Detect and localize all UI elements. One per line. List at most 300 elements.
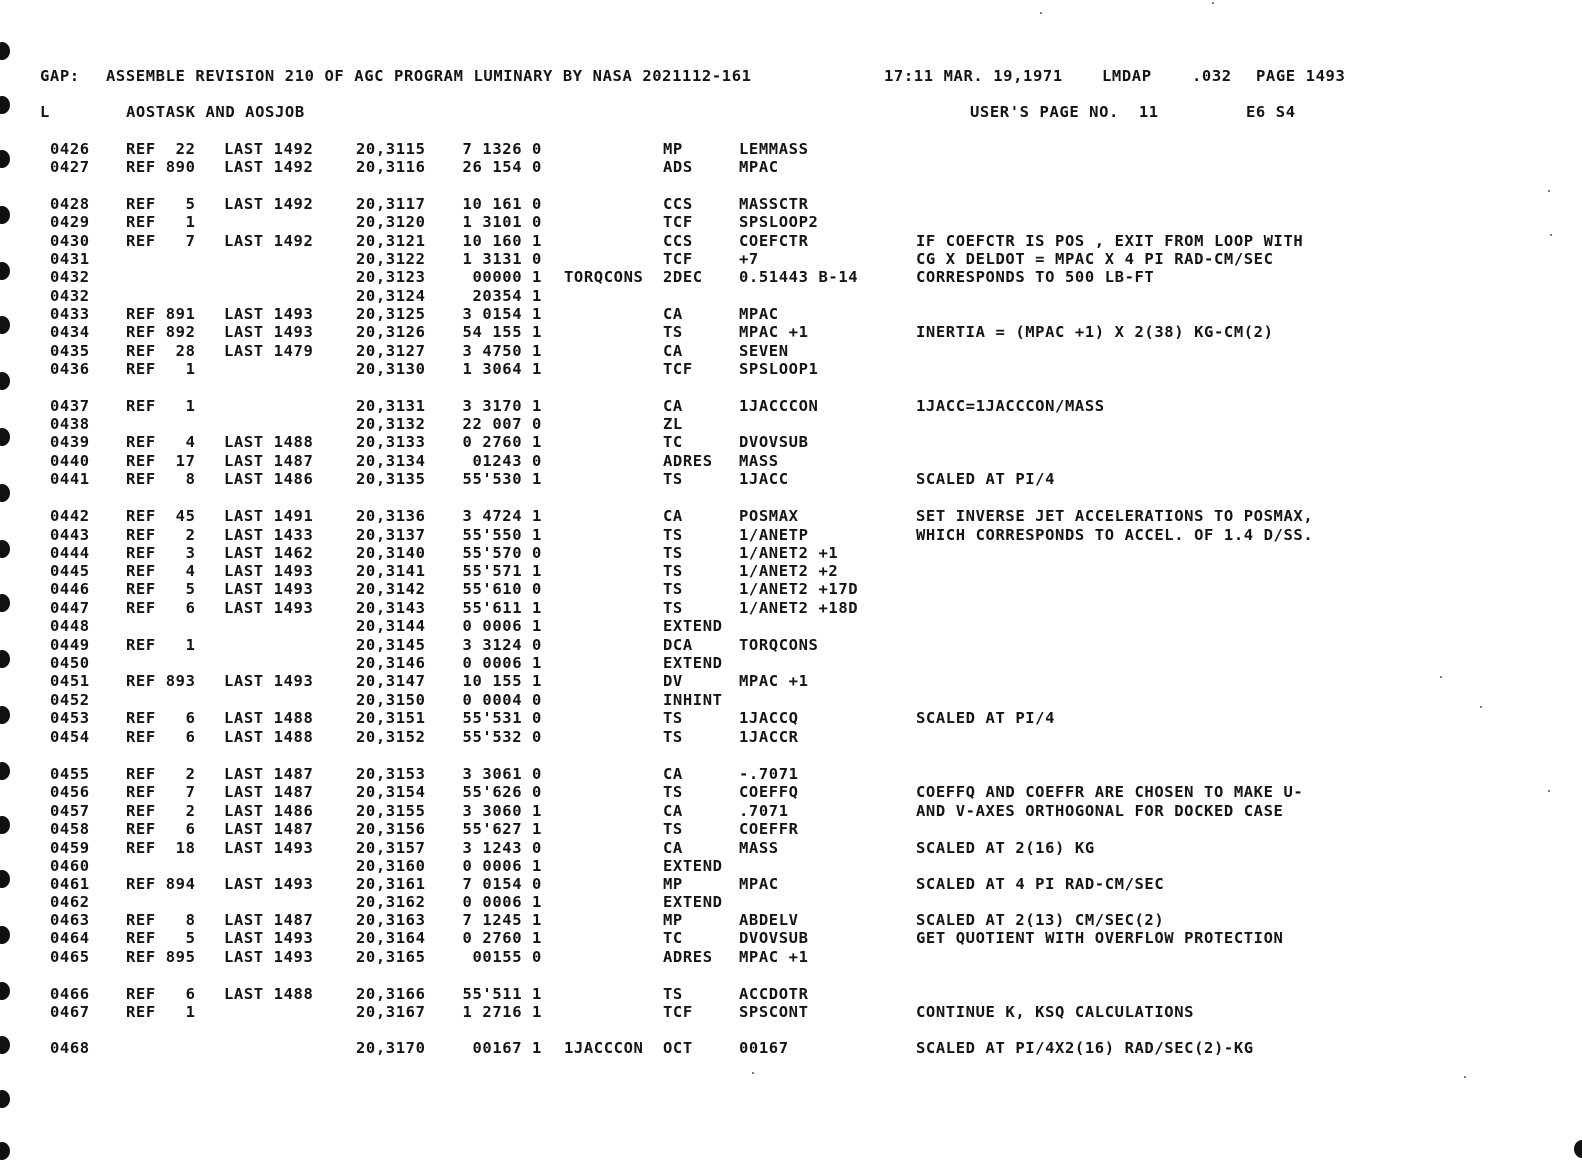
operand: ACCDOTR — [739, 985, 809, 1003]
octal-word: 7 1326 0 — [462, 140, 542, 158]
operand: MPAC +1 — [739, 672, 809, 690]
operand: MPAC — [739, 158, 779, 176]
opcode: EXTEND — [663, 893, 723, 911]
line-number: 0432 — [50, 268, 90, 286]
listing-row — [0, 636, 1582, 654]
last-page: LAST 1492 — [224, 232, 314, 250]
address: 20,3116 — [356, 158, 426, 176]
listing-row — [0, 948, 1582, 966]
user-page-number: USER'S PAGE NO. 11 — [970, 103, 1159, 121]
octal-word: 0 0006 1 — [462, 893, 542, 911]
line-number: 0429 — [50, 213, 90, 231]
octal-word: 7 1245 1 — [462, 911, 542, 929]
listing-row — [0, 985, 1582, 1003]
octal-word: 55'610 0 — [462, 580, 542, 598]
address: 20,3115 — [356, 140, 426, 158]
address: 20,3157 — [356, 839, 426, 857]
ref-count: REF 7 — [126, 232, 196, 250]
opcode: CA — [663, 507, 683, 525]
last-page: LAST 1493 — [224, 929, 314, 947]
page-number: PAGE 1493 — [1256, 67, 1346, 85]
line-number: 0438 — [50, 415, 90, 433]
opcode: EXTEND — [663, 857, 723, 875]
listing-row — [0, 268, 1582, 286]
octal-word: 0 2760 1 — [462, 929, 542, 947]
octal-word: 55'611 1 — [462, 599, 542, 617]
listing-row — [0, 617, 1582, 635]
section-code: E6 S4 — [1246, 103, 1296, 121]
operand: TORQCONS — [739, 636, 819, 654]
line-number: 0440 — [50, 452, 90, 470]
line-number: 0457 — [50, 802, 90, 820]
octal-word: 00167 1 — [472, 1039, 542, 1057]
octal-word: 01243 0 — [472, 452, 542, 470]
ref-count: REF 1 — [126, 397, 196, 415]
octal-word: 0 0004 0 — [462, 691, 542, 709]
listing-row — [0, 911, 1582, 929]
ref-count: REF 45 — [126, 507, 196, 525]
ref-count: REF 5 — [126, 929, 196, 947]
comment: SCALED AT 4 PI RAD-CM/SEC — [916, 875, 1165, 893]
comment: SCALED AT 2(13) CM/SEC(2) — [916, 911, 1165, 929]
opcode: TS — [663, 580, 683, 598]
listing-row — [0, 580, 1582, 598]
opcode: TCF — [663, 1003, 693, 1021]
operand: COEFCTR — [739, 232, 809, 250]
comment: CORRESPONDS TO 500 LB-FT — [916, 268, 1155, 286]
listing-row — [0, 765, 1582, 783]
opcode: ADRES — [663, 452, 713, 470]
ref-count: REF 18 — [126, 839, 196, 857]
listing-row — [0, 360, 1582, 378]
listing-row — [0, 232, 1582, 250]
address: 20,3127 — [356, 342, 426, 360]
last-page: LAST 1487 — [224, 911, 314, 929]
last-page: LAST 1488 — [224, 985, 314, 1003]
gap-label: GAP: — [40, 67, 80, 85]
line-number: 0426 — [50, 140, 90, 158]
last-page: LAST 1433 — [224, 526, 314, 544]
opcode: TS — [663, 985, 683, 1003]
comment: 1JACC=1JACCCON/MASS — [916, 397, 1105, 415]
opcode: CA — [663, 765, 683, 783]
last-page: LAST 1493 — [224, 875, 314, 893]
octal-word: 3 3061 0 — [462, 765, 542, 783]
listing-title: ASSEMBLE REVISION 210 OF AGC PROGRAM LUMINARY BY NASA 2021112-161 — [106, 67, 752, 85]
last-page: LAST 1493 — [224, 839, 314, 857]
opcode: TCF — [663, 360, 693, 378]
opcode: TS — [663, 470, 683, 488]
comment: COEFFQ AND COEFFR ARE CHOSEN TO MAKE U- — [916, 783, 1304, 801]
comment: INERTIA = (MPAC +1) X 2(38) KG-CM(2) — [916, 323, 1274, 341]
operand: MPAC — [739, 875, 779, 893]
opcode: TS — [663, 562, 683, 580]
line-number: 0453 — [50, 709, 90, 727]
ref-count: REF 893 — [126, 672, 196, 690]
operand: MASS — [739, 452, 779, 470]
listing-row — [0, 709, 1582, 727]
last-page: LAST 1487 — [224, 452, 314, 470]
listing-row — [0, 433, 1582, 451]
listing-row — [0, 820, 1582, 838]
last-page: LAST 1492 — [224, 195, 314, 213]
operand: 1JACCQ — [739, 709, 799, 727]
address: 20,3153 — [356, 765, 426, 783]
octal-word: 0 0006 1 — [462, 654, 542, 672]
last-page: LAST 1493 — [224, 672, 314, 690]
operand: 1JACCCON — [739, 397, 819, 415]
operand: COEFFR — [739, 820, 799, 838]
ref-count: REF 1 — [126, 213, 196, 231]
last-page: LAST 1462 — [224, 544, 314, 562]
address: 20,3144 — [356, 617, 426, 635]
operand: .7071 — [739, 802, 789, 820]
address: 20,3133 — [356, 433, 426, 451]
operand: MPAC — [739, 305, 779, 323]
line-number: 0465 — [50, 948, 90, 966]
line-number: 0445 — [50, 562, 90, 580]
last-page: LAST 1487 — [224, 820, 314, 838]
listing-row — [0, 1039, 1582, 1057]
comment: IF COEFCTR IS POS , EXIT FROM LOOP WITH — [916, 232, 1304, 250]
address: 20,3154 — [356, 783, 426, 801]
operand: 1JACCR — [739, 728, 799, 746]
address: 20,3162 — [356, 893, 426, 911]
ref-count: REF 3 — [126, 544, 196, 562]
last-page: LAST 1486 — [224, 802, 314, 820]
operand: 1JACC — [739, 470, 789, 488]
section-prefix: L — [40, 103, 50, 121]
opcode: OCT — [663, 1039, 693, 1057]
listing-row — [0, 397, 1582, 415]
operand: MPAC +1 — [739, 948, 809, 966]
octal-word: 1 2716 1 — [462, 1003, 542, 1021]
opcode: EXTEND — [663, 654, 723, 672]
opcode: DCA — [663, 636, 693, 654]
operand: MASS — [739, 839, 779, 857]
line-number: 0461 — [50, 875, 90, 893]
octal-word: 3 0154 1 — [462, 305, 542, 323]
octal-word: 55'530 1 — [462, 470, 542, 488]
ref-count: REF 1 — [126, 360, 196, 378]
octal-word: 1 3131 0 — [462, 250, 542, 268]
operand: POSMAX — [739, 507, 799, 525]
comment: CONTINUE K, KSQ CALCULATIONS — [916, 1003, 1195, 1021]
listing-row — [0, 544, 1582, 562]
line-number: 0454 — [50, 728, 90, 746]
octal-word: 10 161 0 — [462, 195, 542, 213]
address: 20,3137 — [356, 526, 426, 544]
octal-word: 55'627 1 — [462, 820, 542, 838]
ref-count: REF 8 — [126, 911, 196, 929]
last-page: LAST 1486 — [224, 470, 314, 488]
listing-row — [0, 929, 1582, 947]
address: 20,3121 — [356, 232, 426, 250]
opcode: MP — [663, 140, 683, 158]
opcode: ZL — [663, 415, 683, 433]
operand: 0.51443 B-14 — [739, 268, 859, 286]
listing-row — [0, 526, 1582, 544]
operand: 1/ANET2 +1 — [739, 544, 839, 562]
ref-count: REF 6 — [126, 709, 196, 727]
octal-word: 3 3060 1 — [462, 802, 542, 820]
address: 20,3145 — [356, 636, 426, 654]
operand: MASSCTR — [739, 195, 809, 213]
address: 20,3166 — [356, 985, 426, 1003]
address: 20,3156 — [356, 820, 426, 838]
ref-count: REF 6 — [126, 985, 196, 1003]
ref-count: REF 2 — [126, 802, 196, 820]
opcode: TS — [663, 820, 683, 838]
listing-row — [0, 783, 1582, 801]
address: 20,3147 — [356, 672, 426, 690]
comment: SET INVERSE JET ACCELERATIONS TO POSMAX, — [916, 507, 1314, 525]
comment: SCALED AT PI/4 — [916, 470, 1056, 488]
listing-row — [0, 305, 1582, 323]
octal-word: 3 4750 1 — [462, 342, 542, 360]
ref-count: REF 5 — [126, 580, 196, 598]
line-number: 0451 — [50, 672, 90, 690]
operand: 1/ANET2 +2 — [739, 562, 839, 580]
opcode: CCS — [663, 232, 693, 250]
ref-count: REF 1 — [126, 1003, 196, 1021]
ref-count: REF 1 — [126, 636, 196, 654]
line-number: 0463 — [50, 911, 90, 929]
operand: SPSCONT — [739, 1003, 809, 1021]
operand: ABDELV — [739, 911, 799, 929]
line-number: 0439 — [50, 433, 90, 451]
listing-row — [0, 213, 1582, 231]
octal-word: 7 0154 0 — [462, 875, 542, 893]
address: 20,3124 — [356, 287, 426, 305]
last-page: LAST 1492 — [224, 158, 314, 176]
address: 20,3140 — [356, 544, 426, 562]
ref-count: REF 890 — [126, 158, 196, 176]
address: 20,3141 — [356, 562, 426, 580]
ref-count: REF 6 — [126, 599, 196, 617]
listing-row — [0, 470, 1582, 488]
opcode: TC — [663, 433, 683, 451]
comment: SCALED AT PI/4X2(16) RAD/SEC(2)-KG — [916, 1039, 1254, 1057]
octal-word: 26 154 0 — [462, 158, 542, 176]
opcode: MP — [663, 911, 683, 929]
octal-word: 3 4724 1 — [462, 507, 542, 525]
ref-count: REF 7 — [126, 783, 196, 801]
address: 20,3130 — [356, 360, 426, 378]
last-page: LAST 1493 — [224, 323, 314, 341]
line-number: 0455 — [50, 765, 90, 783]
line-number: 0468 — [50, 1039, 90, 1057]
last-page: LAST 1488 — [224, 433, 314, 451]
ref-count: REF 5 — [126, 195, 196, 213]
octal-word: 00000 1 — [472, 268, 542, 286]
opcode: TS — [663, 526, 683, 544]
comment: GET QUOTIENT WITH OVERFLOW PROTECTION — [916, 929, 1284, 947]
listing-row — [0, 507, 1582, 525]
ref-count: REF 22 — [126, 140, 196, 158]
octal-word: 10 155 1 — [462, 672, 542, 690]
octal-word: 00155 0 — [472, 948, 542, 966]
operand: SPSLOOP1 — [739, 360, 819, 378]
ref-count: REF 17 — [126, 452, 196, 470]
line-number: 0435 — [50, 342, 90, 360]
octal-word: 3 3170 1 — [462, 397, 542, 415]
address: 20,3132 — [356, 415, 426, 433]
line-number: 0450 — [50, 654, 90, 672]
opcode: TCF — [663, 213, 693, 231]
listing-row — [0, 654, 1582, 672]
address: 20,3136 — [356, 507, 426, 525]
line-number: 0458 — [50, 820, 90, 838]
address: 20,3134 — [356, 452, 426, 470]
opcode: CA — [663, 342, 683, 360]
line-number: 0447 — [50, 599, 90, 617]
address: 20,3165 — [356, 948, 426, 966]
module-name: LMDAP — [1102, 67, 1152, 85]
octal-word: 0 2760 1 — [462, 433, 542, 451]
last-page: LAST 1488 — [224, 728, 314, 746]
opcode: TS — [663, 323, 683, 341]
line-number: 0456 — [50, 783, 90, 801]
address: 20,3123 — [356, 268, 426, 286]
last-page: LAST 1493 — [224, 562, 314, 580]
octal-word: 22 007 0 — [462, 415, 542, 433]
last-page: LAST 1488 — [224, 709, 314, 727]
operand: 00167 — [739, 1039, 789, 1057]
operand: 1/ANET2 +18D — [739, 599, 859, 617]
line-number: 0444 — [50, 544, 90, 562]
octal-word: 55'626 0 — [462, 783, 542, 801]
octal-word: 0 0006 1 — [462, 617, 542, 635]
line-number: 0436 — [50, 360, 90, 378]
opcode: TS — [663, 709, 683, 727]
operand: 1/ANETP — [739, 526, 809, 544]
opcode: MP — [663, 875, 683, 893]
listing-row — [0, 728, 1582, 746]
last-page: LAST 1491 — [224, 507, 314, 525]
address: 20,3161 — [356, 875, 426, 893]
address: 20,3135 — [356, 470, 426, 488]
octal-word: 55'570 0 — [462, 544, 542, 562]
opcode: EXTEND — [663, 617, 723, 635]
opcode: CA — [663, 839, 683, 857]
listing-row — [0, 342, 1582, 360]
listing-row — [0, 140, 1582, 158]
address: 20,3150 — [356, 691, 426, 709]
last-page: LAST 1493 — [224, 599, 314, 617]
line-number: 0448 — [50, 617, 90, 635]
address: 20,3146 — [356, 654, 426, 672]
opcode: TS — [663, 599, 683, 617]
listing-row — [0, 415, 1582, 433]
octal-word: 3 3124 0 — [462, 636, 542, 654]
opcode: ADS — [663, 158, 693, 176]
address: 20,3125 — [356, 305, 426, 323]
address: 20,3126 — [356, 323, 426, 341]
address: 20,3142 — [356, 580, 426, 598]
line-number: 0427 — [50, 158, 90, 176]
operand: 1/ANET2 +17D — [739, 580, 859, 598]
comment: SCALED AT 2(16) KG — [916, 839, 1095, 857]
line-number: 0449 — [50, 636, 90, 654]
operand: COEFFQ — [739, 783, 799, 801]
opcode: TS — [663, 728, 683, 746]
line-number: 0462 — [50, 893, 90, 911]
line-number: 0460 — [50, 857, 90, 875]
listing-row — [0, 691, 1582, 709]
listing-row — [0, 599, 1582, 617]
ref-count: REF 894 — [126, 875, 196, 893]
operand: -.7071 — [739, 765, 799, 783]
ref-count: REF 2 — [126, 765, 196, 783]
opcode: INHINT — [663, 691, 723, 709]
last-page: LAST 1493 — [224, 948, 314, 966]
opcode: CCS — [663, 195, 693, 213]
line-number: 0442 — [50, 507, 90, 525]
opcode: TS — [663, 783, 683, 801]
comment: CG X DELDOT = MPAC X 4 PI RAD-CM/SEC — [916, 250, 1274, 268]
ref-count: REF 895 — [126, 948, 196, 966]
address: 20,3152 — [356, 728, 426, 746]
listing-row — [0, 250, 1582, 268]
listing-row — [0, 562, 1582, 580]
listing-row — [0, 1003, 1582, 1021]
last-page: LAST 1493 — [224, 580, 314, 598]
ref-count: REF 4 — [126, 433, 196, 451]
octal-word: 0 0006 1 — [462, 857, 542, 875]
opcode: DV — [663, 672, 683, 690]
address: 20,3122 — [356, 250, 426, 268]
symbol-label: 1JACCCON — [564, 1039, 644, 1057]
octal-word: 55'550 1 — [462, 526, 542, 544]
operand: SPSLOOP2 — [739, 213, 819, 231]
operand: SEVEN — [739, 342, 789, 360]
ref-count: REF 891 — [126, 305, 196, 323]
ref-count: REF 6 — [126, 728, 196, 746]
line-number: 0433 — [50, 305, 90, 323]
opcode: TC — [663, 929, 683, 947]
listing-row — [0, 195, 1582, 213]
operand: MPAC +1 — [739, 323, 809, 341]
line-number: 0430 — [50, 232, 90, 250]
listing-row — [0, 158, 1582, 176]
ref-count: REF 28 — [126, 342, 196, 360]
line-number: 0428 — [50, 195, 90, 213]
octal-word: 1 3064 1 — [462, 360, 542, 378]
address: 20,3120 — [356, 213, 426, 231]
octal-word: 54 155 1 — [462, 323, 542, 341]
address: 20,3160 — [356, 857, 426, 875]
address: 20,3167 — [356, 1003, 426, 1021]
last-page: LAST 1492 — [224, 140, 314, 158]
octal-word: 3 1243 0 — [462, 839, 542, 857]
address: 20,3164 — [356, 929, 426, 947]
octal-word: 55'571 1 — [462, 562, 542, 580]
line-number: 0434 — [50, 323, 90, 341]
address: 20,3131 — [356, 397, 426, 415]
operand: LEMMASS — [739, 140, 809, 158]
line-number: 0443 — [50, 526, 90, 544]
listing-row — [0, 672, 1582, 690]
opcode: TS — [663, 544, 683, 562]
last-page: LAST 1493 — [224, 305, 314, 323]
opcode: CA — [663, 802, 683, 820]
listing-row — [0, 857, 1582, 875]
ref-count: REF 2 — [126, 526, 196, 544]
listing-row — [0, 839, 1582, 857]
opcode: ADRES — [663, 948, 713, 966]
ref-count: REF 6 — [126, 820, 196, 838]
